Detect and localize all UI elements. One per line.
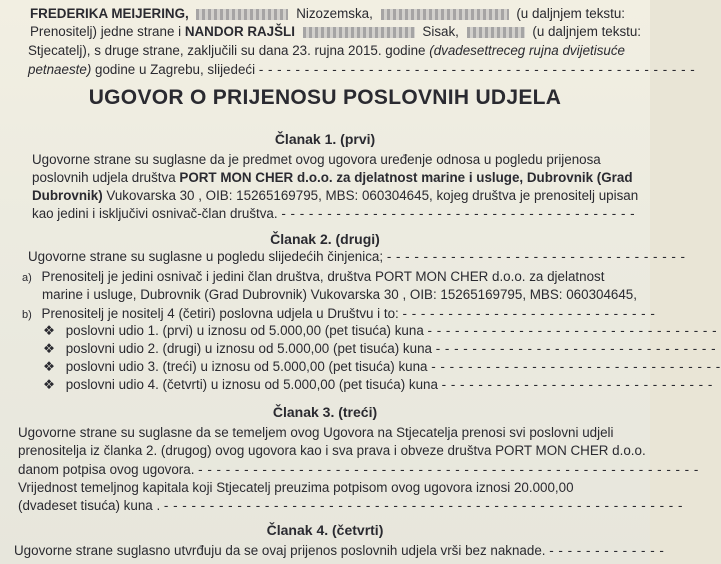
share-item-text: poslovni udio 2. (drugi) u iznosu od 5.000,00 (pet tisuća) kuna <box>65 341 432 356</box>
article-1-line-2 <box>32 170 633 186</box>
article-1-line-3 <box>32 188 638 204</box>
bullet-diamond-icon: ❖ <box>42 359 55 374</box>
fill-dashes: - - - - - - - - - - - - - - - - - - - - - - - - - - - - - - <box>441 377 713 392</box>
fill-dashes: - - - - - - - - - - - - - - - - - - - - - - - - - - - - - - - - - - - - - - - <box>281 206 636 221</box>
date-in-words-end: petnaeste) <box>28 62 92 77</box>
item-a-marker: a) <box>22 272 32 284</box>
fill-dashes: - - - - - - - - - - - - - - - - - - - - - - - - - - - - - - - - - - - - - - - - - - - - - - - - <box>258 62 696 77</box>
article-3-heading: Članak 3. (treći) <box>272 404 378 420</box>
fill-dashes: - - - - - - - - - - - - - - - - - - - - - - - - - - - - - - - - <box>431 359 721 374</box>
article-1-text-4: kao jedini i isključivi osnivač-član društva. <box>32 206 278 221</box>
article-3-text-3: danom potpisa ovog ugovora. <box>18 462 195 477</box>
bullet-diamond-icon: ❖ <box>42 377 55 392</box>
seller-name: FREDERIKA MEIJERING, <box>30 6 189 21</box>
intro-note-2: (u daljnjem tekstu: <box>532 24 642 39</box>
date-in-words: (dvadesettreceg rujna dvijetisuće <box>429 43 625 58</box>
fill-dashes: - - - - - - - - - - - - - - - - - - - - - - - - - - - - - - - - - - - - - - - - - - - - - - - - - - - - - - - - - <box>163 498 683 513</box>
fill-dashes: - - - - - - - - - - - - - - - - - - - - - - - - - - - - - - - <box>435 341 717 356</box>
article-3-line-5 <box>18 498 683 514</box>
article-2-item-a <box>22 269 604 286</box>
article-2-item-a-line-2 <box>42 287 637 303</box>
article-2-item-b <box>22 306 655 323</box>
share-item-4 <box>36 377 713 393</box>
intro-text-3a: Stjecatelj), s druge strane, zaključili su dana 23. rujna 2015. godine <box>28 43 426 58</box>
fill-dashes: - - - - - - - - - - - - - - - - - - - - - - - - - - - - - - - - - <box>386 249 686 264</box>
item-a-line-2: marine i usluge, Dubrovnik (Grad Dubrovnik) Vukovarska 30 , OIB: 15265169795, MBS: 060304645, <box>42 287 637 302</box>
article-3-text-5: (dvadeset tisuća) kuna . <box>18 498 161 513</box>
item-a-line-1: Prenositelj je jedini osnivač i jedini član društva, društva PORT MON CHER d.o.o. za djelatnost <box>41 269 605 284</box>
redacted-address-2 <box>303 27 415 38</box>
article-1-text-2a: poslovnih udjela društva <box>32 170 176 185</box>
share-item-3 <box>36 359 721 375</box>
redacted-address <box>196 9 288 20</box>
fill-dashes: - - - - - - - - - - - - - - - - - - - - - - - - - - - - - - - - - - - - - - - - - - - - - - - - - - - - - - - <box>198 462 699 477</box>
share-item-2 <box>36 341 716 357</box>
article-1-line-1: Ugovorne strane su suglasne da je predmet ovog ugovora uređenje odnosa u pogledu prijenosa <box>32 152 601 167</box>
share-item-text: poslovni udio 4. (četvrti) u iznosu od 5.000,00 (pet tisuća) kuna <box>65 377 438 392</box>
document-title: UGOVOR O PRIJENOSU POSLOVNIH UDJELA <box>88 86 562 109</box>
share-item-1 <box>36 323 717 339</box>
buyer-city: Sisak, <box>422 24 459 39</box>
share-item-text: poslovni udio 1. (prvi) u iznosu od 5.000,00 (pet tisuća) kuna <box>65 323 424 338</box>
seller-country: Nizozemska, <box>296 6 373 21</box>
article-2-heading: Članak 2. (drugi) <box>270 231 380 247</box>
article-1-heading: Članak 1. (prvi) <box>274 131 376 147</box>
intro-line-1 <box>30 6 625 22</box>
intro-line-2 <box>30 24 641 40</box>
item-b-marker: b) <box>22 309 32 321</box>
intro-note-1: (u daljnjem tekstu: <box>516 6 625 21</box>
company-city: Dubrovnik) <box>32 188 103 203</box>
redacted-id-2 <box>467 27 525 38</box>
intro-line-3 <box>28 43 625 59</box>
item-b-line-1: Prenositelj je nositelj 4 (četiri) poslovna udjela u Društvu i to: <box>41 306 399 321</box>
intro-text-2a: Prenositelj) jedne strane i <box>30 24 182 39</box>
article-2-text-1: Ugovorne strane su suglasne u pogledu slijedećih činjenica; <box>28 249 384 264</box>
share-item-text: poslovni udio 3. (treći) u iznosu od 5.000,00 (pet tisuća) kuna <box>65 359 428 374</box>
article-3-line-3 <box>18 462 699 478</box>
fill-dashes: - - - - - - - - - - - - - <box>549 543 665 558</box>
article-3-line-2: prenositelja iz članka 2. (drugog) ovog ugovora kao i sva prava i obveze društva PORT MON CHER d.o.o. <box>18 443 646 458</box>
company-name: PORT MON CHER d.o.o. za djelatnost marine i usluge, Dubrovnik (Grad <box>179 170 633 185</box>
article-4-heading: Članak 4. (četvrti) <box>266 522 384 538</box>
fill-dashes: - - - - - - - - - - - - - - - - - - - - - - - - - - - - - - - - <box>427 323 718 338</box>
article-1-text-3b: Vukovarska 30 , OIB: 15265169795, MBS: 060304645, kojeg društva je prenositelj upisan <box>106 188 639 203</box>
article-1-line-4 <box>32 206 635 222</box>
article-2-line-1 <box>28 249 686 265</box>
bullet-diamond-icon: ❖ <box>42 323 55 338</box>
fill-dashes: - - - - - - - - - - - - - - - - - - - - - - - - - - - - <box>402 306 656 321</box>
buyer-name: NANDOR RAJŠLI <box>184 24 295 39</box>
article-3-line-1: Ugovorne strane su suglasne da se temeljem ovog Ugovora na Stjecatelja prenosi svi poslovni udjeli <box>18 425 614 440</box>
redacted-id <box>381 9 509 20</box>
article-4-line-1 <box>14 543 664 559</box>
intro-line-4 <box>28 62 695 78</box>
article-4-text-1: Ugovorne strane suglasno utvrđuju da se ovaj prijenos poslovnih udjela vrši bez naknade. <box>14 543 546 558</box>
article-3-line-4: Vrijednost temeljnog kapitala koji Stjecatelj preuzima potpisom ovog ugovora iznosi 20.000,00 <box>18 480 574 495</box>
bullet-diamond-icon: ❖ <box>42 341 55 356</box>
intro-text-4b: godine u Zagrebu, slijedeći <box>95 62 256 77</box>
